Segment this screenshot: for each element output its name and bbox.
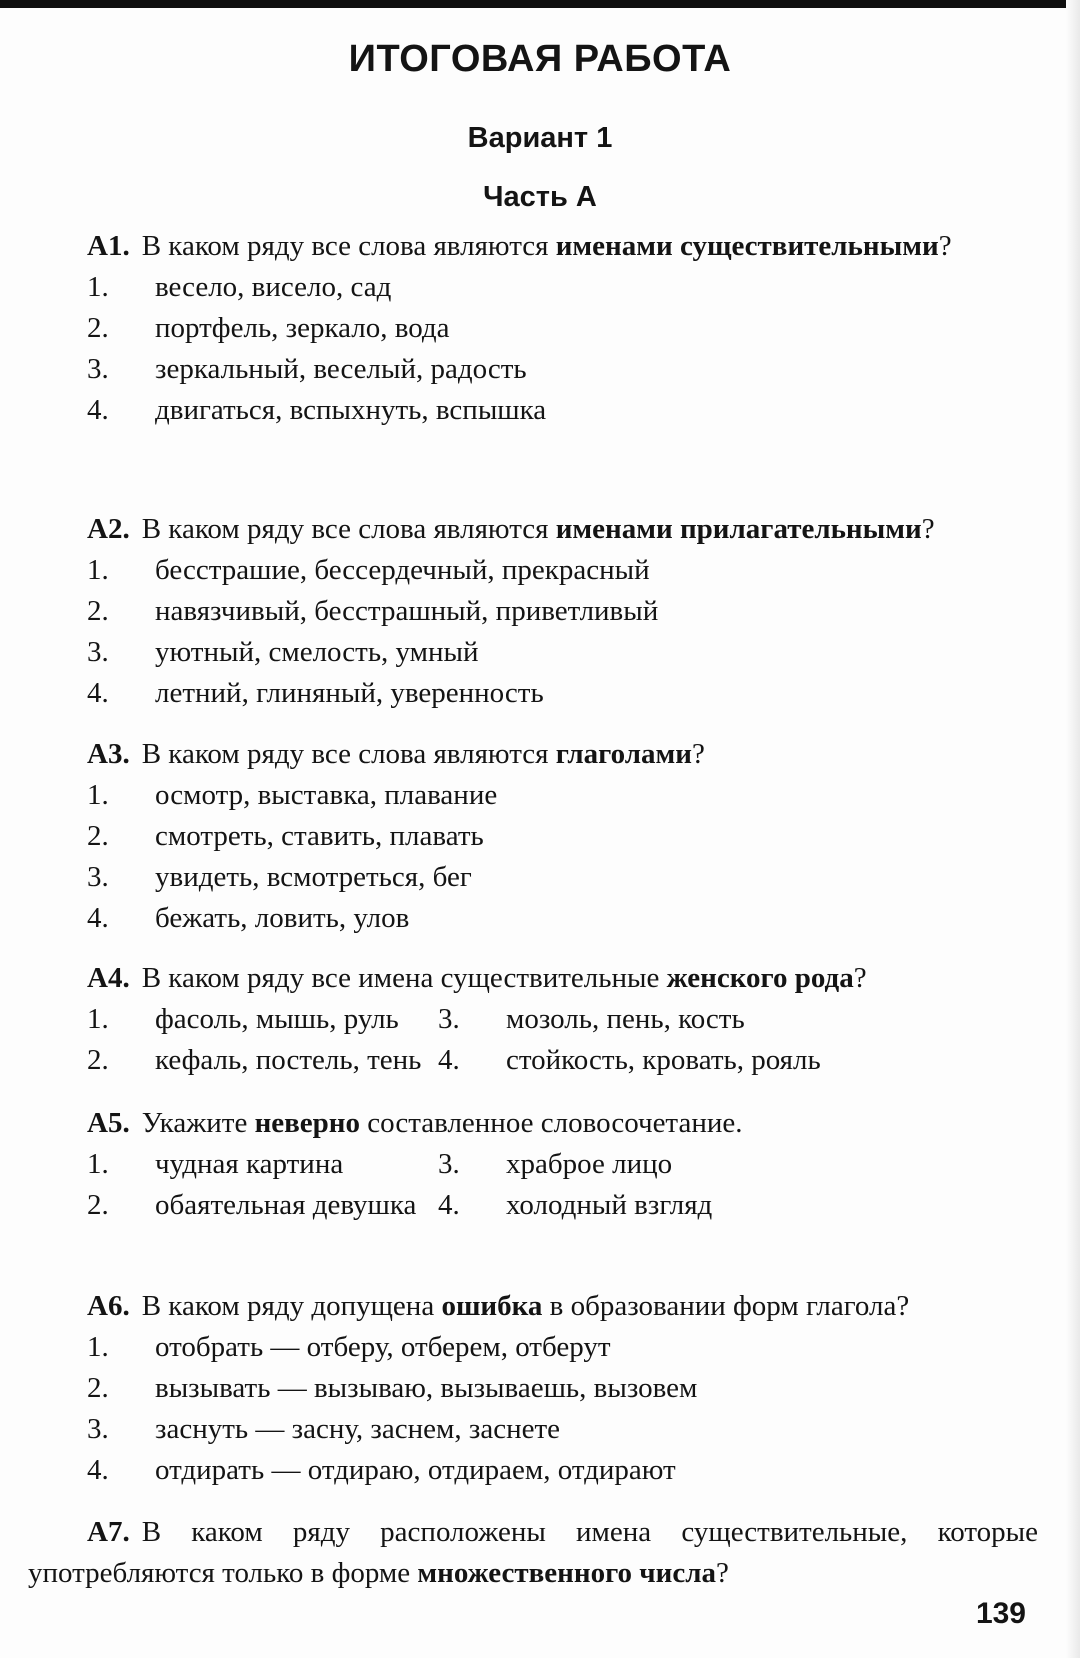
question-text: А4. В каком ряду все имена существительные женского рода? (87, 962, 867, 994)
question-number: А3. (87, 738, 130, 770)
top-border (0, 0, 1080, 8)
answer-options (28, 775, 1038, 939)
answer-option[interactable]: 4. летний, глиняный, уверенность (87, 677, 544, 709)
answer-options (28, 999, 1038, 1081)
question-text: А7. В каком ряду расположены имена существительные, которые употребляются только в форме множественного числа? (28, 1516, 1038, 1589)
variant-heading: Вариант 1 (467, 122, 613, 154)
part-heading: Часть А (483, 181, 597, 213)
answer-option[interactable]: 3. зеркальный, веселый, радость (87, 353, 527, 385)
answer-option[interactable]: 3. храброе лицо (438, 1148, 673, 1180)
answer-option[interactable]: 4. холодный взгляд (438, 1189, 713, 1221)
answer-option[interactable]: 1. осмотр, выставка, плавание (87, 779, 498, 811)
answer-option[interactable]: 3. заснуть — засну, заснем, заснете (87, 1413, 561, 1445)
answer-option[interactable]: 4. бежать, ловить, улов (87, 902, 410, 934)
page-title: ИТОГОВАЯ РАБОТА (348, 38, 732, 80)
answer-options (28, 267, 1038, 431)
question-a2 (28, 509, 1038, 714)
question-a3 (28, 734, 1038, 939)
question-number: А4. (87, 962, 130, 994)
answer-option[interactable]: 3. увидеть, всмотреться, бег (87, 861, 472, 893)
answer-option[interactable]: 2. вызывать — вызываю, вызываешь, вызовем (87, 1372, 698, 1404)
answer-options (28, 550, 1038, 714)
answer-option[interactable]: 4. двигаться, вспыхнуть, вспышка (87, 394, 547, 426)
answer-option[interactable]: 1. фасоль, мышь, руль (87, 1003, 399, 1035)
answer-option[interactable]: 4. стойкость, кровать, рояль (438, 1044, 821, 1076)
question-text: А6. В каком ряду допущена ошибка в образовании форм глагола? (87, 1290, 910, 1322)
answer-option[interactable]: 3. мозоль, пень, кость (438, 1003, 745, 1035)
question-a7 (28, 1512, 1038, 1594)
question-text: А3. В каком ряду все слова являются глаголами? (87, 738, 705, 770)
answer-option[interactable]: 2. кефаль, постель, тень (87, 1044, 422, 1076)
question-number: А5. (87, 1107, 130, 1139)
question-a6 (28, 1286, 1038, 1491)
answer-option[interactable]: 1. весело, висело, сад (87, 271, 392, 303)
answer-option[interactable]: 4. отдирать — отдираю, отдираем, отдирают (87, 1454, 676, 1486)
question-text: А2. В каком ряду все слова являются именами прилагательными? (87, 513, 935, 545)
answer-option[interactable]: 2. навязчивый, бесстрашный, приветливый (87, 595, 659, 627)
question-number: А2. (87, 513, 130, 545)
answer-option[interactable]: 2. обаятельная девушка (87, 1189, 417, 1221)
answer-option[interactable]: 1. отобрать — отберу, отберем, отберут (87, 1331, 611, 1363)
question-a4 (28, 958, 1038, 1081)
page-number: 139 (975, 1597, 1026, 1630)
answer-options (28, 1327, 1038, 1491)
answer-option[interactable]: 2. портфель, зеркало, вода (87, 312, 450, 344)
answer-option[interactable]: 2. смотреть, ставить, плавать (87, 820, 484, 852)
question-number: А1. (87, 230, 130, 262)
answer-option[interactable]: 1. чудная картина (87, 1148, 344, 1180)
question-text: А5. Укажите неверно составленное словосочетание. (87, 1107, 743, 1139)
answer-option[interactable]: 3. уютный, смелость, умный (87, 636, 479, 668)
question-number: А7. (87, 1516, 130, 1548)
question-a5 (28, 1103, 1038, 1226)
answer-options (28, 1144, 1038, 1226)
question-text: А1. В каком ряду все слова являются именами существительными? (87, 230, 952, 262)
answer-option[interactable]: 1. бесстрашие, бессердечный, прекрасный (87, 554, 650, 586)
question-number: А6. (87, 1290, 130, 1322)
question-a1 (28, 226, 1038, 431)
page-edge-shadow (1066, 0, 1080, 1658)
